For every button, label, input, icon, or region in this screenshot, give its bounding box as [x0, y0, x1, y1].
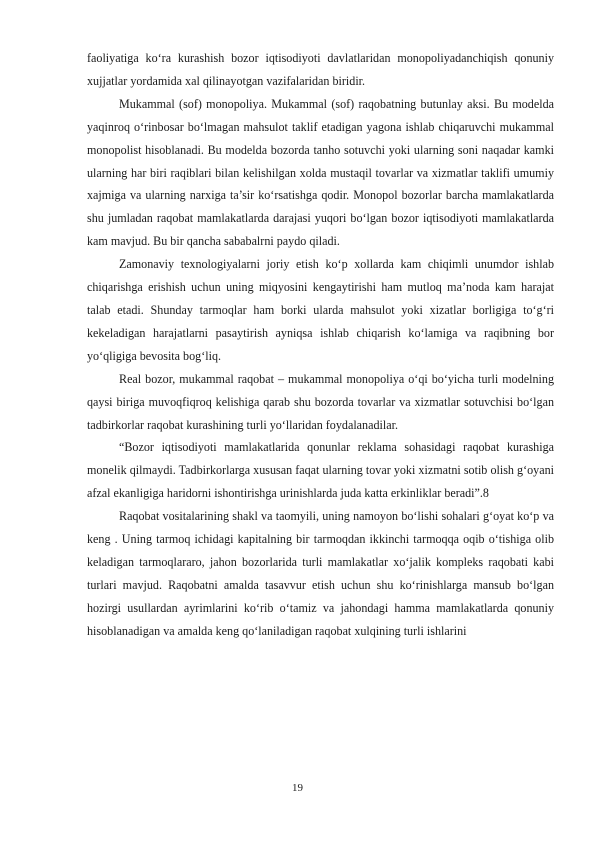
paragraph-3: Zamonaviy texnologiyalarni joriy etish ko‘p xollarda kam chiqimli unumdor ishlab chiqarishga erishish uchun uning miqyosini kengaytirishi ham mutloq ma’noda kam harajat talab etadi. Shunday tarmoqlar ham borki ularda mahsulot yoki xizatlar borligiga to‘g‘ri kekeladigan harajatlarni pasaytirish ayniqsa ishlab chiqarish ko‘lamiga va raqibning bor yo‘qligiga bevosita bog‘liq. [87, 257, 554, 363]
page-number: 19 [292, 782, 303, 794]
document-body [87, 47, 554, 643]
paragraph-6: Raqobat vositalarining shakl va taomyili, uning namoyon bo‘lishi sohalari g‘oyat ko‘p va keng . Uning tarmoq ichidagi kapitalning bir tarmoqdan ikkinchi tarmoqqa oqib o‘tishiga olib keladigan tarmoqlararo, jahon bozorlarida turli mamlakatlar xo‘jalik kompleks raqobati kabi turlari mavjud. Raqobatni amalda tasavvur etish uchun shu ko‘rinishlarga mansub bo‘lgan hozirgi usullardan ayrimlarini ko‘rib o‘tamiz va jahondagi hamma mamlakatlarda qonuniy hisoblanadigan va amalda keng qo‘laniladigan raqobat xulqining turli ishlarini [87, 509, 554, 638]
paragraph-4: Real bozor, mukammal raqobat – mukammal monopoliya o‘qi bo‘yicha turli modelning qaysi biriga muvoqfiqroq kelishiga qarab shu bozorda tovarlar va xizmatlar sotuvchisi bo‘lgan tadbirkorlar raqobat kurashining turli yo‘llaridan foydalanadilar. [87, 371, 554, 432]
paragraph-2: Mukammal (sof) monopoliya. Mukammal (sof) raqobatning butunlay aksi. Bu modelda yaqinroq o‘rinbosar bo‘lmagan mahsulot taklif etadigan yagona ishlab chiqaruvchi mukammal monopolist hisoblanadi. Bu modelda bozorda tanho sotuvchi yoki ularning soni naqadar kamki ularning har biri raqiblari bilan kelishilgan xolda mustaqil tovarlar va xizmatlar taklifi umumiy xajmiga va ularning narxiga ta’sir ko‘rsatishga qodir. Monopol bozorlar barcha mamlakatlarda shu jumladan raqobat mamlakatlarda darajasi yuqori bo‘lgan bozor iqtisodiyoti mamlakatlarda kam mavjud. Bu bir qancha sababalrni paydo qiladi. [87, 96, 554, 249]
paragraph-5: “Bozor iqtisodiyoti mamlakatlarida qonunlar reklama sohasidagi raqobat kurashiga monelik qilmaydi. Tadbirkorlarga xususan faqat ularning tovar yoki xizmatni sotib olish g‘oyani afzal ekanligiga haridorni ishontirishga urinishlarda juda katta erkinliklar beradi”.8 [87, 440, 554, 501]
paragraph-1: faoliyatiga ko‘ra kurashish bozor iqtisodiyoti davlatlaridan monopoliyadanchiqish qonuniy xujjatlar yordamida xal qilinayotgan vazifalaridan biridir. [87, 51, 554, 88]
